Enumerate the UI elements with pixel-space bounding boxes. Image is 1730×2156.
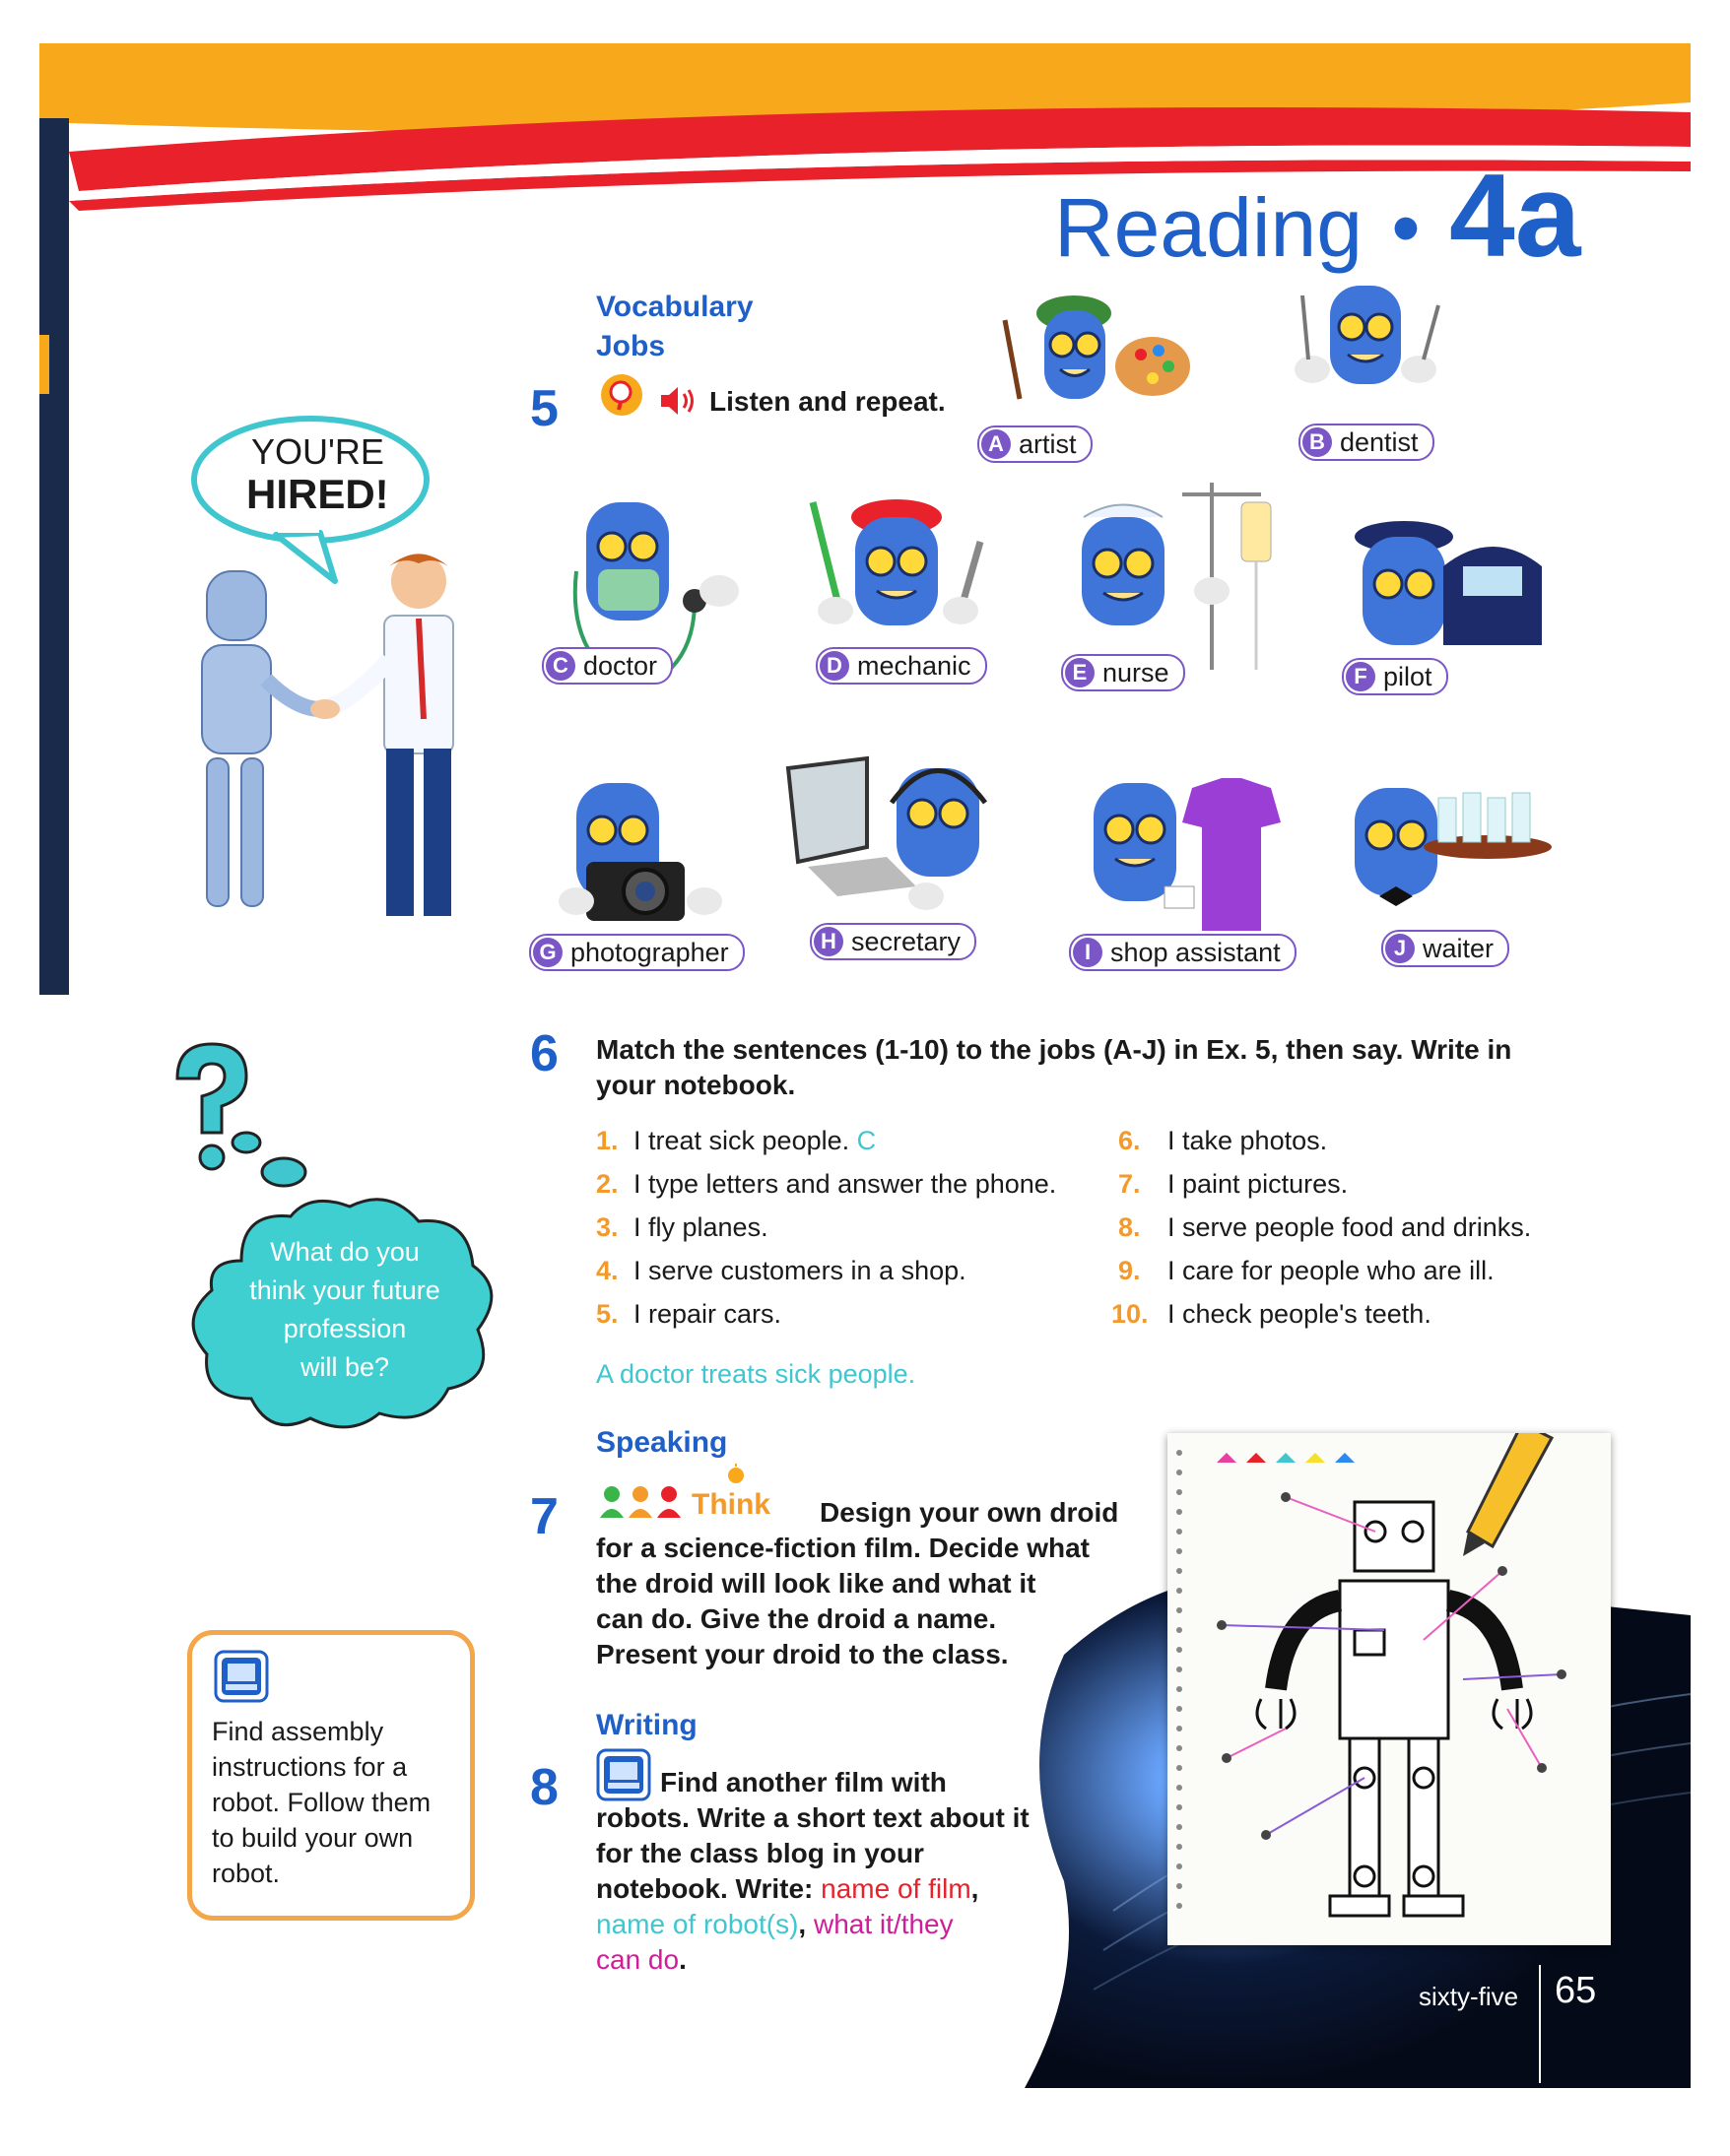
page-divider — [1539, 1965, 1541, 2083]
speaking-line-3: the droid will look like and what it — [596, 1568, 1036, 1599]
job-label: dentist — [1340, 426, 1419, 457]
writing-line-4 — [596, 1873, 978, 1905]
droid-blueprint — [1167, 1433, 1611, 1945]
droid-design-sheet — [1167, 1433, 1611, 1945]
writing-line-1: Find another film with — [660, 1767, 947, 1797]
job-label: shop assistant — [1110, 937, 1281, 967]
lightbulb-icon — [724, 1464, 748, 1489]
cloud-line: will be? — [299, 1352, 390, 1382]
name-of-robots: name of robot(s) — [596, 1909, 799, 1939]
sidebox-line: instructions for a — [212, 1752, 408, 1782]
sidebox-line: to build your own — [212, 1823, 414, 1853]
job-badge-secretary — [810, 923, 976, 960]
sentence-number: 2. — [596, 1169, 619, 1199]
job-label: artist — [1019, 428, 1077, 459]
speaking-label: Speaking — [596, 1426, 728, 1459]
sentence-number: 1. — [596, 1126, 619, 1155]
robot-nurse-icon — [1064, 483, 1291, 680]
handshake-illustration — [177, 552, 502, 946]
sentence-text: I paint pictures. — [1167, 1169, 1349, 1199]
job-badge-artist — [977, 425, 1093, 463]
job-letter: I — [1073, 938, 1102, 967]
what-they: what it/they — [813, 1909, 954, 1939]
sentence-text: I care for people who are ill. — [1167, 1256, 1495, 1285]
robot-shop-assistant-icon — [1074, 749, 1291, 946]
job-letter: A — [981, 429, 1011, 459]
job-badge-mechanic — [816, 647, 987, 685]
cloud-line: What do you — [270, 1237, 420, 1267]
vocabulary-label: Vocabulary — [596, 291, 754, 323]
exercise-6-instruction-line1: Match the sentences (1-10) to the jobs (A-J) in Ex. 5, then say. Write in — [596, 1034, 1512, 1065]
comma: , — [970, 1873, 979, 1904]
speaking-line-1: Design your own droid — [820, 1497, 1119, 1528]
search-icon — [597, 372, 646, 418]
robot-dentist-icon — [1271, 266, 1458, 424]
robot-secretary-icon — [778, 749, 1005, 926]
thought-cloud-text — [212, 1233, 478, 1387]
orange-edge — [39, 335, 49, 394]
project-sidebox — [187, 1630, 475, 1921]
speaking-line-2: for a science-fiction film. Decide what — [596, 1533, 1091, 1563]
sidebox-text — [212, 1714, 431, 1891]
sentence-number: 10. — [1111, 1299, 1149, 1329]
sentence-text: I fly planes. — [633, 1212, 768, 1242]
job-letter: B — [1302, 427, 1332, 457]
job-label: nurse — [1102, 657, 1169, 687]
sentence-text: I serve customers in a shop. — [633, 1256, 966, 1285]
sentence-text: I check people's teeth. — [1167, 1299, 1431, 1329]
question-mark-icon — [167, 1039, 325, 1197]
exercise-6-number: 6 — [530, 1025, 559, 1082]
job-badge-pilot — [1342, 658, 1448, 695]
exercise-8-number: 8 — [530, 1759, 559, 1816]
page-number: 65 — [1555, 1970, 1597, 2011]
sentence-text: I serve people food and drinks. — [1167, 1212, 1532, 1242]
sentence-7 — [1118, 1169, 1348, 1200]
robot-artist-icon — [995, 276, 1192, 424]
sentence-number: 9. — [1118, 1256, 1141, 1285]
job-label: mechanic — [857, 650, 971, 681]
cloud-line: think your future — [249, 1275, 440, 1305]
sentence-6 — [1118, 1126, 1327, 1156]
sentence-text: I take photos. — [1167, 1126, 1328, 1155]
listen-instruction: Listen and repeat. — [709, 386, 946, 417]
sentence-text: I type letters and answer the phone. — [633, 1169, 1057, 1199]
computer-icon — [214, 1650, 269, 1703]
page-word: sixty-five — [1419, 1982, 1519, 2011]
page-title — [1054, 148, 1581, 284]
writing-line-2: robots. Write a short text about it — [596, 1802, 1030, 1833]
job-letter: D — [820, 651, 849, 681]
exercise-5-number: 5 — [530, 380, 559, 437]
job-badge-nurse — [1061, 654, 1185, 691]
sentence-number: 3. — [596, 1212, 619, 1242]
period: . — [679, 1944, 687, 1975]
robot-waiter-icon — [1340, 749, 1557, 926]
group-icon — [598, 1484, 687, 1520]
job-label: waiter — [1423, 933, 1495, 963]
job-label: doctor — [583, 650, 658, 681]
title-unit: 4a — [1449, 150, 1581, 282]
title-reading: Reading — [1054, 181, 1363, 274]
sentence-answer: C — [856, 1126, 877, 1155]
sentence-number: 5. — [596, 1299, 619, 1329]
job-letter: H — [814, 927, 843, 956]
think-label: Think — [692, 1488, 770, 1521]
sentence-number: 4. — [596, 1256, 619, 1285]
cloud-line: profession — [283, 1314, 407, 1343]
bubble-youre: YOU'RE — [251, 431, 384, 472]
sentence-text: I repair cars. — [633, 1299, 782, 1329]
comma: , — [798, 1909, 807, 1939]
writing-line-3: for the class blog in your — [596, 1838, 924, 1868]
sentence-2 — [596, 1169, 1056, 1200]
sentence-number: 8. — [1118, 1212, 1141, 1242]
sidebox-line: Find assembly — [212, 1717, 384, 1746]
space-strip — [39, 118, 69, 995]
job-label: photographer — [570, 937, 729, 967]
sentence-text: I treat sick people. — [633, 1126, 850, 1155]
job-letter: G — [533, 938, 563, 967]
job-letter: C — [546, 651, 575, 681]
exercise-6-instruction-line2: your notebook. — [596, 1070, 796, 1100]
sentence-number: 6. — [1118, 1126, 1141, 1155]
exercise-7-number: 7 — [530, 1488, 559, 1545]
computer-icon — [596, 1748, 651, 1801]
jobs-topic: Jobs — [596, 330, 666, 362]
writing-line-6 — [596, 1944, 687, 1976]
can-do: can do — [596, 1944, 680, 1975]
robot-photographer-icon — [547, 744, 734, 941]
sentence-4 — [596, 1256, 966, 1286]
sentence-3 — [596, 1212, 768, 1243]
name-of-film: name of film — [821, 1873, 971, 1904]
sentence-5 — [596, 1299, 781, 1330]
speaker-icon[interactable] — [658, 384, 699, 418]
writing-line4-prefix: notebook. Write: — [596, 1873, 814, 1904]
bubble-hired: HIRED! — [246, 471, 389, 517]
robot-pilot-icon — [1335, 507, 1552, 665]
writing-label: Writing — [596, 1709, 698, 1741]
job-badge-photographer — [529, 934, 745, 971]
sentence-8 — [1118, 1212, 1531, 1243]
job-label: pilot — [1383, 661, 1432, 691]
speaking-line-5: Present your droid to the class. — [596, 1639, 1009, 1669]
job-badge-doctor — [542, 647, 673, 685]
job-badge-dentist — [1298, 424, 1434, 461]
job-label: secretary — [851, 926, 962, 956]
job-badge-shop-assistant — [1069, 934, 1297, 971]
job-letter: J — [1385, 934, 1415, 963]
sidebox-line: robot. — [212, 1859, 281, 1888]
sentence-number: 7. — [1118, 1169, 1141, 1199]
sentence-1 — [596, 1126, 876, 1156]
example-answer: A doctor treats sick people. — [596, 1359, 916, 1389]
robot-mechanic-icon — [798, 483, 995, 650]
job-letter: E — [1065, 658, 1095, 687]
title-bullet: • — [1391, 181, 1421, 274]
job-letter: F — [1346, 662, 1375, 691]
sentence-10 — [1111, 1299, 1431, 1330]
sentence-9 — [1118, 1256, 1495, 1286]
sidebox-line: robot. Follow them — [212, 1788, 432, 1817]
writing-line-5 — [596, 1909, 954, 1940]
speaking-line-4: can do. Give the droid a name. — [596, 1603, 997, 1634]
job-badge-waiter — [1381, 930, 1509, 967]
